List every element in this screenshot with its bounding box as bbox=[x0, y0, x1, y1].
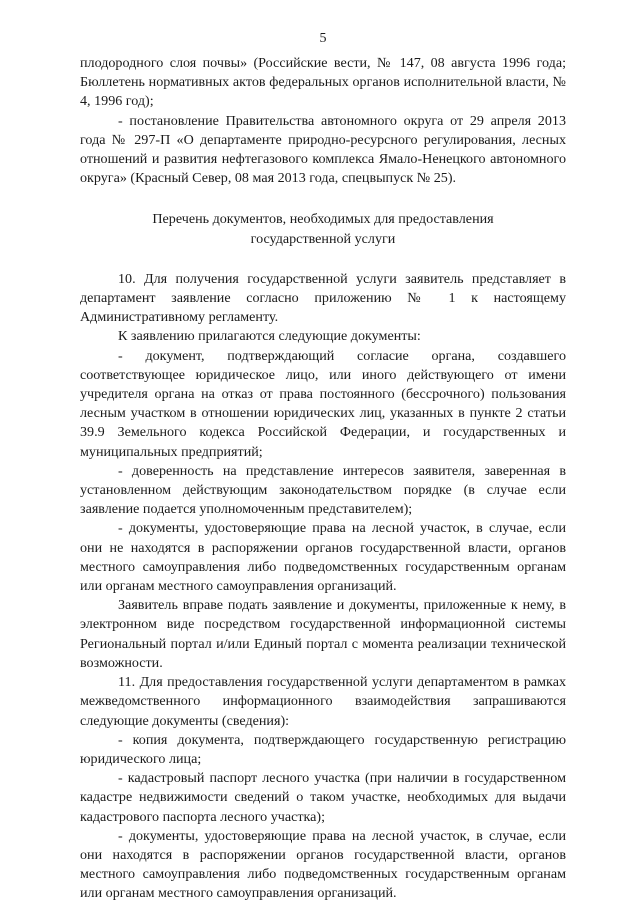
paragraph-list-item: - документ, подтверждающий согласие органа, создавшего соответствующее юридическое лицо, или иного действующего от имени учредителя органа на отказ от права постоянного (бессрочного) пользования лесным участком в отношении юридических лиц, указанных в пункте 2 статьи 39.9 Земельного кодекса Российской Федерации, и государственных и муниципальных предприятий; bbox=[80, 347, 566, 460]
paragraph-list-item: - доверенность на представление интересов заявителя, заверенная в установленном действующим законодательством порядке (в случае если заявление подается уполномоченным представителем); bbox=[80, 462, 566, 518]
paragraph-electronic-submission: Заявитель вправе подать заявление и документы, приложенные к нему, в электронном виде посредством государственной информационной системы Региональный портал и/или Единый портал с момента реализации технической возможности. bbox=[80, 597, 566, 671]
paragraph-attachments-intro: К заявлению прилагаются следующие документы: bbox=[118, 328, 421, 345]
paragraph-item-10: 10. Для получения государственной услуги заявитель представляет в департамент заявление согласно приложению № 1 к настоящему Административному регламенту. bbox=[80, 270, 566, 326]
paragraph-list-item: - копия документа, подтверждающего государственную регистрацию юридического лица; bbox=[80, 731, 566, 767]
paragraph-item-11: 11. Для предоставления государственной услуги департаментом в рамках межведомственного информационного взаимодействия запрашиваются следующие документы (сведения): bbox=[80, 674, 566, 729]
paragraph-list-item: - документы, удостоверяющие права на лесной участок, в случае, если они не находятся в распоряжении органов государственной власти, органов местного самоуправления либо подведомственных государственным органам или органам местного самоуправления организаций. bbox=[80, 520, 566, 595]
paragraph-resolution: - постановление Правительства автономного округа от 29 апреля 2013 года № 297-П «О департаменте природно-ресурсного регулирования, лесных отношений и развития нефтегазового комплекса Ямало-Ненецкого автономного округа» (Красный Север, 08 мая 2013 года, спецвыпуск № 25). bbox=[80, 112, 566, 187]
section-heading-line: государственной услуги bbox=[250, 230, 396, 247]
section-heading-line: Перечень документов, необходимых для предоставления bbox=[152, 211, 494, 228]
section-heading bbox=[80, 210, 566, 248]
document-page bbox=[80, 30, 566, 904]
paragraph-list-item: - документы, удостоверяющие права на лесной участок, в случае, если они находятся в распоряжении органов государственной власти, органов местного самоуправления либо подведомственных государственным органам или органам местного самоуправления организаций. bbox=[80, 827, 566, 902]
paragraph-list-item: - кадастровый паспорт лесного участка (при наличии в государственном кадастре недвижимости сведений о таком участке, необходимых для выдачи кадастрового паспорта лесного участка); bbox=[80, 770, 566, 825]
paragraph-continuation: плодородного слоя почвы» (Российские вести, № 147, 08 августа 1996 года; Бюллетень нормативных актов федеральных органов исполнительной власти, № 4, 1996 год); bbox=[80, 55, 566, 110]
page-number: 5 bbox=[319, 31, 327, 46]
